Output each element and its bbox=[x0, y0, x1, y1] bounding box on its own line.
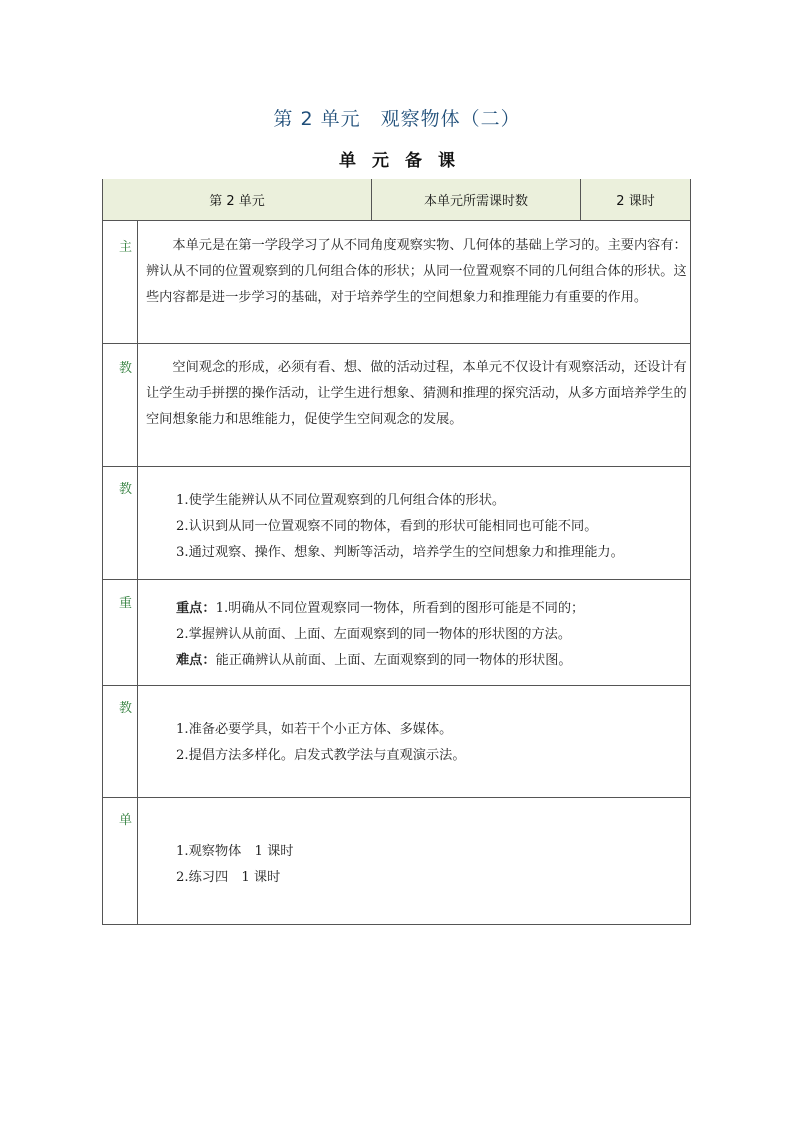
list-item: 1.使学生能辨认从不同位置观察到的几何组合体的形状。 bbox=[176, 493, 506, 508]
row-label: 单 bbox=[119, 813, 133, 828]
list-item: 3.通过观察、操作、想象、判断等活动，培养学生的空间想象力和推理能力。 bbox=[176, 545, 624, 560]
list-item: 1.观察物体 1 课时 bbox=[176, 844, 294, 859]
row-divider bbox=[102, 579, 691, 580]
list-item: 1.准备必要学具，如若干个小正方体、多媒体。 bbox=[176, 722, 453, 737]
key-label: 重点： bbox=[176, 601, 216, 616]
row-label: 教 bbox=[119, 701, 133, 716]
page-title: 第 2 单元 观察物体（二） bbox=[273, 108, 521, 130]
list-item: 2.练习四 1 课时 bbox=[176, 870, 281, 885]
difficulty-label: 难点： bbox=[176, 653, 216, 668]
row-divider bbox=[102, 685, 691, 686]
page-subtitle: 单元备课 bbox=[339, 151, 471, 171]
key-point-2: 2.掌握辨认从前面、上面、左面观察到的同一物体的形状图的方法。 bbox=[176, 627, 572, 642]
header-hours-value-cell bbox=[581, 179, 690, 221]
header-unit-cell bbox=[103, 179, 371, 221]
list-item: 2.认识到从同一位置观察不同的物体，看到的形状可能相同也可能不同。 bbox=[176, 519, 598, 534]
key-point-line bbox=[176, 596, 690, 622]
header-hours-label-cell bbox=[372, 179, 580, 221]
header-hours-label: 本单元所需课时数 bbox=[423, 194, 528, 209]
header-divider bbox=[580, 179, 581, 221]
key-point-1: 1.明确从不同位置观察同一物体，所看到的图形可能是不同的； bbox=[215, 601, 585, 616]
row-label: 主 bbox=[119, 240, 133, 255]
difficulty-text: 能正确辨认从前面、上面、左面观察到的同一物体的形状图。 bbox=[215, 653, 572, 668]
row-label: 教 bbox=[119, 482, 133, 497]
row-content-preparation bbox=[146, 717, 690, 769]
row-divider bbox=[102, 466, 691, 467]
row-divider bbox=[102, 797, 691, 798]
row-content-goals bbox=[146, 488, 690, 566]
row-paragraph: 空间观念的形成，必须有看、想、做的活动过程，本单元不仅设计有观察活动，还设计有让学生动手拼摆的操作活动，让学生进行想象、猜测和推理的探究活动，从多方面培养学生的空间想象能力和思维能力，促使学生空间观念的发展。 bbox=[146, 360, 687, 427]
list-item: 2.提倡方法多样化。启发式教学法与直观演示法。 bbox=[176, 748, 466, 763]
row-divider bbox=[102, 343, 691, 344]
row-label: 重 bbox=[119, 596, 133, 611]
row-label: 教 bbox=[119, 361, 133, 376]
row-content-teaching bbox=[146, 355, 690, 433]
difficulty-line bbox=[176, 648, 690, 674]
header-divider bbox=[371, 179, 372, 221]
header-hours-value: 2 课时 bbox=[616, 194, 655, 209]
row-content-schedule bbox=[146, 839, 690, 891]
label-column-divider bbox=[137, 221, 138, 925]
row-content-main bbox=[146, 233, 690, 311]
row-paragraph: 本单元是在第一学段学习了从不同角度观察实物、几何体的基础上学习的。主要内容有：辨认从不同的位置观察到的几何组合体的形状；从同一位置观察不同的几何组合体的形状。这些内容都是进一步学习的基础，对于培养学生的空间想象力和推理能力有重要的作用。 bbox=[146, 238, 687, 305]
header-unit: 第 2 单元 bbox=[209, 194, 265, 209]
row-content-key-points bbox=[146, 596, 690, 674]
